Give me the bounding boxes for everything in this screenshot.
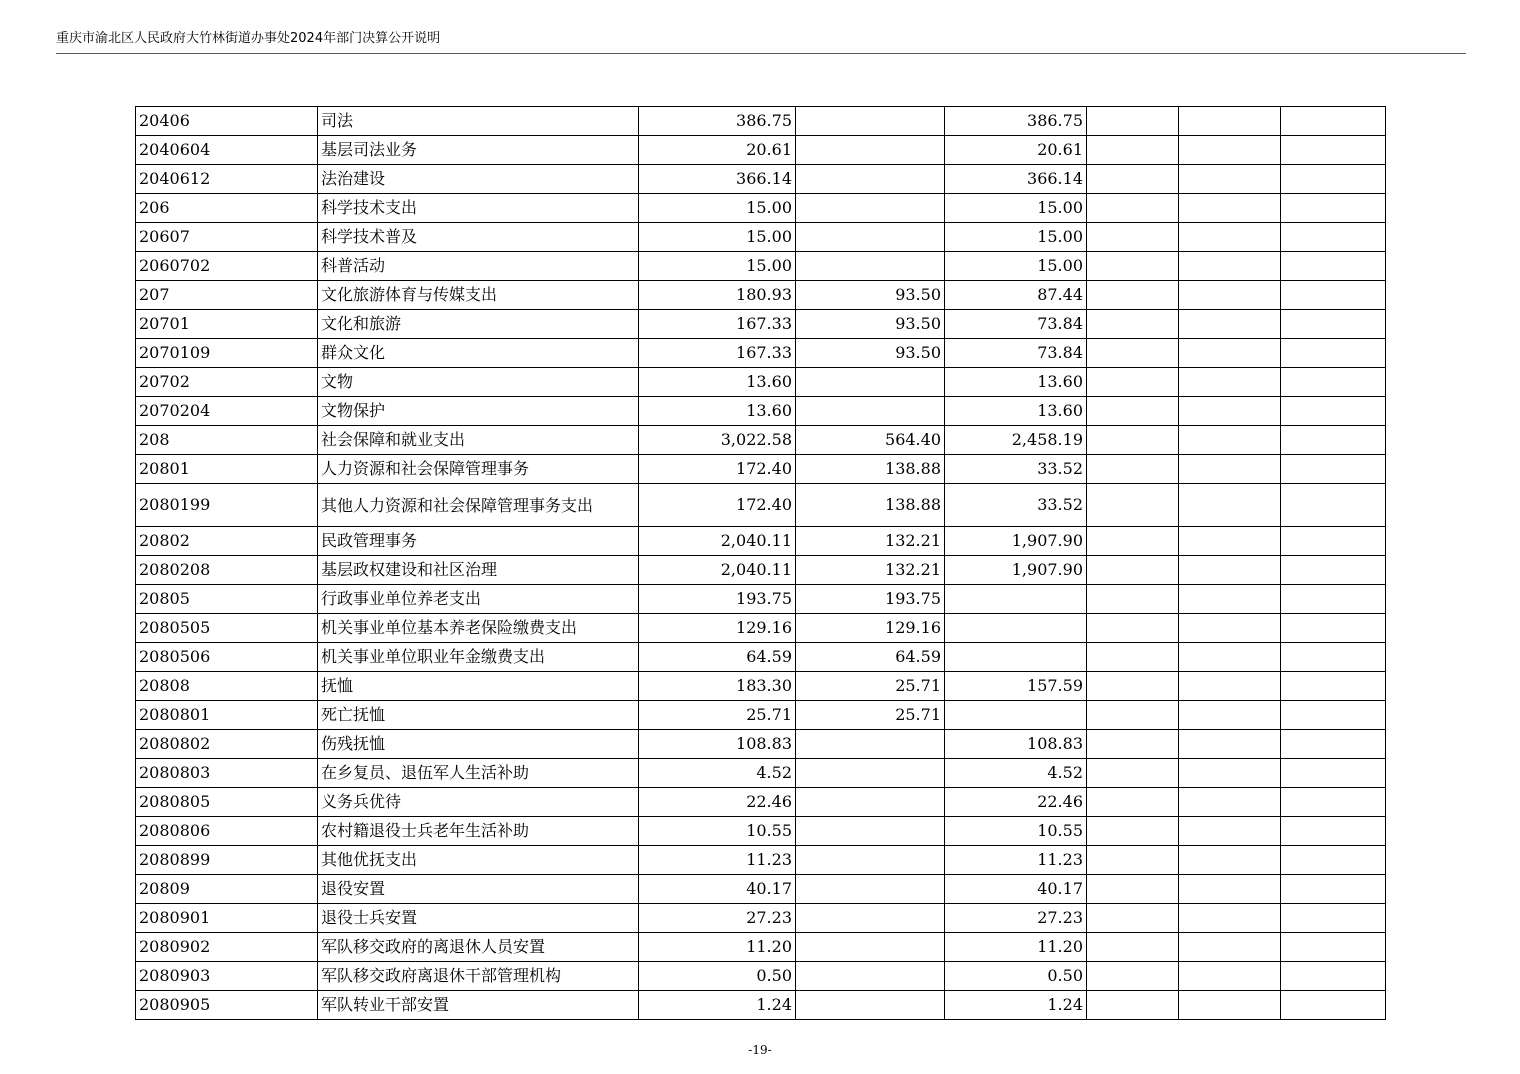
cell-project-expenditure: 1,907.90 — [945, 527, 1087, 556]
cell-project-expenditure: 33.52 — [945, 484, 1087, 527]
cell-empty-col-8 — [1281, 484, 1386, 527]
cell-basic-expenditure: 132.21 — [796, 527, 945, 556]
cell-subject-code: 2080505 — [136, 614, 318, 643]
table-row — [136, 672, 1386, 701]
cell-subject-code: 2070204 — [136, 397, 318, 426]
cell-project-expenditure: 15.00 — [945, 194, 1087, 223]
table-row — [136, 223, 1386, 252]
cell-project-expenditure: 15.00 — [945, 252, 1087, 281]
cell-empty-col-6 — [1087, 136, 1179, 165]
cell-empty-col-7 — [1179, 788, 1281, 817]
cell-basic-expenditure: 129.16 — [796, 614, 945, 643]
cell-project-expenditure: 22.46 — [945, 788, 1087, 817]
cell-project-expenditure: 20.61 — [945, 136, 1087, 165]
cell-subject-name: 群众文化 — [318, 339, 639, 368]
cell-subject-code: 2080802 — [136, 730, 318, 759]
cell-empty-col-7 — [1179, 875, 1281, 904]
cell-project-expenditure: 13.60 — [945, 368, 1087, 397]
cell-empty-col-8 — [1281, 194, 1386, 223]
cell-subject-code: 2080901 — [136, 904, 318, 933]
cell-project-expenditure: 11.23 — [945, 846, 1087, 875]
cell-basic-expenditure: 93.50 — [796, 310, 945, 339]
table-row — [136, 643, 1386, 672]
cell-subject-code: 20701 — [136, 310, 318, 339]
cell-empty-col-6 — [1087, 730, 1179, 759]
cell-project-expenditure: 1.24 — [945, 991, 1087, 1020]
cell-basic-expenditure: 93.50 — [796, 339, 945, 368]
cell-empty-col-7 — [1179, 310, 1281, 339]
cell-empty-col-8 — [1281, 788, 1386, 817]
cell-project-expenditure: 73.84 — [945, 339, 1087, 368]
cell-empty-col-6 — [1087, 759, 1179, 788]
table-row — [136, 556, 1386, 585]
cell-basic-expenditure — [796, 136, 945, 165]
cell-subject-name: 行政事业单位养老支出 — [318, 585, 639, 614]
cell-empty-col-6 — [1087, 556, 1179, 585]
cell-subject-code: 2080806 — [136, 817, 318, 846]
cell-subject-code: 2070109 — [136, 339, 318, 368]
cell-subject-name: 文物 — [318, 368, 639, 397]
cell-subject-name: 法治建设 — [318, 165, 639, 194]
cell-empty-col-8 — [1281, 933, 1386, 962]
cell-subject-name: 退役安置 — [318, 875, 639, 904]
cell-empty-col-6 — [1087, 397, 1179, 426]
cell-empty-col-7 — [1179, 426, 1281, 455]
cell-total: 193.75 — [639, 585, 796, 614]
cell-total: 15.00 — [639, 223, 796, 252]
cell-basic-expenditure: 93.50 — [796, 281, 945, 310]
table-row — [136, 730, 1386, 759]
table-row — [136, 194, 1386, 223]
cell-empty-col-7 — [1179, 484, 1281, 527]
cell-empty-col-6 — [1087, 585, 1179, 614]
cell-total: 15.00 — [639, 194, 796, 223]
cell-subject-code: 20802 — [136, 527, 318, 556]
cell-project-expenditure: 2,458.19 — [945, 426, 1087, 455]
cell-total: 11.23 — [639, 846, 796, 875]
cell-empty-col-6 — [1087, 281, 1179, 310]
cell-empty-col-7 — [1179, 339, 1281, 368]
cell-subject-code: 20805 — [136, 585, 318, 614]
cell-subject-name: 文物保护 — [318, 397, 639, 426]
cell-empty-col-6 — [1087, 165, 1179, 194]
cell-subject-name: 军队转业干部安置 — [318, 991, 639, 1020]
cell-total: 64.59 — [639, 643, 796, 672]
cell-empty-col-8 — [1281, 701, 1386, 730]
cell-basic-expenditure: 138.88 — [796, 484, 945, 527]
cell-empty-col-7 — [1179, 730, 1281, 759]
cell-empty-col-8 — [1281, 759, 1386, 788]
cell-basic-expenditure — [796, 759, 945, 788]
table-row — [136, 165, 1386, 194]
cell-subject-code: 2060702 — [136, 252, 318, 281]
cell-project-expenditure — [945, 585, 1087, 614]
cell-subject-name: 科普活动 — [318, 252, 639, 281]
cell-subject-name: 机关事业单位基本养老保险缴费支出 — [318, 614, 639, 643]
cell-total: 15.00 — [639, 252, 796, 281]
cell-subject-code: 208 — [136, 426, 318, 455]
cell-empty-col-7 — [1179, 527, 1281, 556]
cell-empty-col-7 — [1179, 991, 1281, 1020]
cell-basic-expenditure: 193.75 — [796, 585, 945, 614]
table-row — [136, 281, 1386, 310]
cell-subject-name: 司法 — [318, 107, 639, 136]
table-row — [136, 991, 1386, 1020]
cell-subject-code: 207 — [136, 281, 318, 310]
cell-subject-name: 抚恤 — [318, 672, 639, 701]
cell-subject-code: 2080903 — [136, 962, 318, 991]
table-row — [136, 962, 1386, 991]
cell-empty-col-8 — [1281, 556, 1386, 585]
cell-basic-expenditure — [796, 194, 945, 223]
cell-subject-code: 2040604 — [136, 136, 318, 165]
cell-subject-code: 20801 — [136, 455, 318, 484]
table-row — [136, 933, 1386, 962]
cell-subject-name: 民政管理事务 — [318, 527, 639, 556]
cell-project-expenditure — [945, 701, 1087, 730]
cell-basic-expenditure — [796, 788, 945, 817]
cell-empty-col-8 — [1281, 991, 1386, 1020]
cell-empty-col-7 — [1179, 397, 1281, 426]
cell-basic-expenditure: 138.88 — [796, 455, 945, 484]
cell-total: 2,040.11 — [639, 527, 796, 556]
cell-total: 27.23 — [639, 904, 796, 933]
cell-project-expenditure: 157.59 — [945, 672, 1087, 701]
cell-basic-expenditure — [796, 397, 945, 426]
header-divider — [56, 53, 1466, 54]
cell-empty-col-6 — [1087, 484, 1179, 527]
cell-empty-col-6 — [1087, 252, 1179, 281]
cell-total: 386.75 — [639, 107, 796, 136]
cell-basic-expenditure: 25.71 — [796, 701, 945, 730]
cell-subject-name: 社会保障和就业支出 — [318, 426, 639, 455]
cell-subject-code: 2080199 — [136, 484, 318, 527]
cell-empty-col-7 — [1179, 817, 1281, 846]
cell-empty-col-8 — [1281, 368, 1386, 397]
cell-empty-col-6 — [1087, 701, 1179, 730]
cell-basic-expenditure — [796, 991, 945, 1020]
cell-empty-col-7 — [1179, 107, 1281, 136]
cell-project-expenditure: 11.20 — [945, 933, 1087, 962]
cell-total: 25.71 — [639, 701, 796, 730]
cell-project-expenditure: 10.55 — [945, 817, 1087, 846]
cell-project-expenditure: 27.23 — [945, 904, 1087, 933]
table-row — [136, 875, 1386, 904]
cell-subject-code: 2080899 — [136, 846, 318, 875]
cell-empty-col-8 — [1281, 962, 1386, 991]
cell-empty-col-6 — [1087, 875, 1179, 904]
cell-subject-name: 其他优抚支出 — [318, 846, 639, 875]
cell-total: 172.40 — [639, 455, 796, 484]
cell-empty-col-8 — [1281, 310, 1386, 339]
cell-project-expenditure: 15.00 — [945, 223, 1087, 252]
cell-subject-name: 科学技术支出 — [318, 194, 639, 223]
cell-empty-col-7 — [1179, 194, 1281, 223]
cell-empty-col-6 — [1087, 368, 1179, 397]
cell-project-expenditure: 73.84 — [945, 310, 1087, 339]
cell-empty-col-8 — [1281, 252, 1386, 281]
cell-total: 167.33 — [639, 310, 796, 339]
table-row — [136, 310, 1386, 339]
table-row — [136, 585, 1386, 614]
table-row — [136, 339, 1386, 368]
cell-empty-col-7 — [1179, 904, 1281, 933]
table-row — [136, 527, 1386, 556]
cell-empty-col-6 — [1087, 846, 1179, 875]
cell-empty-col-6 — [1087, 339, 1179, 368]
cell-empty-col-7 — [1179, 281, 1281, 310]
cell-project-expenditure: 386.75 — [945, 107, 1087, 136]
cell-empty-col-7 — [1179, 962, 1281, 991]
cell-empty-col-6 — [1087, 614, 1179, 643]
cell-subject-code: 2080902 — [136, 933, 318, 962]
cell-basic-expenditure — [796, 933, 945, 962]
cell-subject-code: 20406 — [136, 107, 318, 136]
cell-empty-col-7 — [1179, 136, 1281, 165]
cell-empty-col-7 — [1179, 223, 1281, 252]
cell-subject-code: 20809 — [136, 875, 318, 904]
cell-basic-expenditure — [796, 962, 945, 991]
cell-total: 1.24 — [639, 991, 796, 1020]
cell-subject-name: 伤残抚恤 — [318, 730, 639, 759]
cell-subject-name: 其他人力资源和社会保障管理事务支出 — [318, 484, 639, 527]
table-row — [136, 904, 1386, 933]
cell-empty-col-7 — [1179, 846, 1281, 875]
cell-empty-col-8 — [1281, 223, 1386, 252]
cell-project-expenditure: 40.17 — [945, 875, 1087, 904]
cell-empty-col-7 — [1179, 455, 1281, 484]
cell-subject-name: 义务兵优待 — [318, 788, 639, 817]
cell-empty-col-7 — [1179, 368, 1281, 397]
cell-empty-col-6 — [1087, 426, 1179, 455]
cell-empty-col-7 — [1179, 614, 1281, 643]
cell-project-expenditure — [945, 643, 1087, 672]
cell-empty-col-8 — [1281, 730, 1386, 759]
cell-empty-col-8 — [1281, 614, 1386, 643]
cell-empty-col-8 — [1281, 397, 1386, 426]
cell-project-expenditure: 0.50 — [945, 962, 1087, 991]
cell-project-expenditure: 4.52 — [945, 759, 1087, 788]
table-row — [136, 614, 1386, 643]
table-row — [136, 788, 1386, 817]
cell-empty-col-6 — [1087, 817, 1179, 846]
cell-empty-col-8 — [1281, 846, 1386, 875]
cell-subject-name: 军队移交政府离退休干部管理机构 — [318, 962, 639, 991]
table-row — [136, 107, 1386, 136]
cell-empty-col-6 — [1087, 643, 1179, 672]
expenditure-table — [135, 106, 1386, 1020]
cell-subject-code: 206 — [136, 194, 318, 223]
cell-empty-col-8 — [1281, 165, 1386, 194]
cell-total: 4.52 — [639, 759, 796, 788]
cell-empty-col-6 — [1087, 455, 1179, 484]
cell-empty-col-8 — [1281, 527, 1386, 556]
cell-empty-col-6 — [1087, 194, 1179, 223]
cell-project-expenditure: 366.14 — [945, 165, 1087, 194]
cell-total: 2,040.11 — [639, 556, 796, 585]
cell-basic-expenditure — [796, 904, 945, 933]
cell-total: 13.60 — [639, 397, 796, 426]
cell-empty-col-8 — [1281, 455, 1386, 484]
cell-basic-expenditure — [796, 107, 945, 136]
cell-empty-col-8 — [1281, 672, 1386, 701]
cell-total: 20.61 — [639, 136, 796, 165]
cell-subject-code: 20607 — [136, 223, 318, 252]
table-row — [136, 252, 1386, 281]
cell-basic-expenditure: 64.59 — [796, 643, 945, 672]
table-row — [136, 397, 1386, 426]
table-row — [136, 426, 1386, 455]
table-row — [136, 455, 1386, 484]
page-header-title: 重庆市渝北区人民政府大竹林街道办事处2024年部门决算公开说明 — [56, 31, 441, 46]
cell-total: 180.93 — [639, 281, 796, 310]
cell-empty-col-7 — [1179, 672, 1281, 701]
cell-empty-col-8 — [1281, 426, 1386, 455]
cell-empty-col-7 — [1179, 556, 1281, 585]
cell-total: 129.16 — [639, 614, 796, 643]
cell-subject-name: 文化旅游体育与传媒支出 — [318, 281, 639, 310]
table-body — [136, 107, 1386, 1020]
cell-total: 172.40 — [639, 484, 796, 527]
cell-basic-expenditure — [796, 730, 945, 759]
cell-subject-name: 文化和旅游 — [318, 310, 639, 339]
cell-empty-col-6 — [1087, 672, 1179, 701]
cell-total: 3,022.58 — [639, 426, 796, 455]
cell-project-expenditure: 13.60 — [945, 397, 1087, 426]
cell-empty-col-6 — [1087, 527, 1179, 556]
cell-empty-col-6 — [1087, 223, 1179, 252]
cell-total: 11.20 — [639, 933, 796, 962]
table-row — [136, 846, 1386, 875]
cell-subject-code: 20808 — [136, 672, 318, 701]
page-number: -19- — [748, 1043, 772, 1057]
cell-basic-expenditure — [796, 223, 945, 252]
cell-subject-name: 科学技术普及 — [318, 223, 639, 252]
cell-total: 167.33 — [639, 339, 796, 368]
cell-subject-name: 军队移交政府的离退休人员安置 — [318, 933, 639, 962]
cell-empty-col-7 — [1179, 701, 1281, 730]
cell-subject-code: 20702 — [136, 368, 318, 397]
cell-subject-code: 2080905 — [136, 991, 318, 1020]
cell-empty-col-6 — [1087, 788, 1179, 817]
table-row — [136, 368, 1386, 397]
cell-empty-col-6 — [1087, 310, 1179, 339]
cell-total: 22.46 — [639, 788, 796, 817]
table-row — [136, 136, 1386, 165]
cell-total: 0.50 — [639, 962, 796, 991]
cell-basic-expenditure: 564.40 — [796, 426, 945, 455]
cell-basic-expenditure — [796, 875, 945, 904]
cell-basic-expenditure — [796, 846, 945, 875]
cell-basic-expenditure: 25.71 — [796, 672, 945, 701]
cell-empty-col-6 — [1087, 933, 1179, 962]
cell-total: 40.17 — [639, 875, 796, 904]
cell-total: 183.30 — [639, 672, 796, 701]
cell-subject-code: 2040612 — [136, 165, 318, 194]
cell-subject-name: 机关事业单位职业年金缴费支出 — [318, 643, 639, 672]
cell-subject-name: 基层司法业务 — [318, 136, 639, 165]
cell-empty-col-7 — [1179, 165, 1281, 194]
table-row — [136, 817, 1386, 846]
cell-total: 366.14 — [639, 165, 796, 194]
cell-empty-col-6 — [1087, 107, 1179, 136]
cell-subject-code: 2080208 — [136, 556, 318, 585]
cell-empty-col-8 — [1281, 107, 1386, 136]
cell-subject-code: 2080801 — [136, 701, 318, 730]
cell-empty-col-8 — [1281, 281, 1386, 310]
cell-empty-col-6 — [1087, 991, 1179, 1020]
cell-basic-expenditure — [796, 252, 945, 281]
cell-project-expenditure: 1,907.90 — [945, 556, 1087, 585]
cell-subject-code: 2080803 — [136, 759, 318, 788]
cell-total: 108.83 — [639, 730, 796, 759]
cell-empty-col-8 — [1281, 136, 1386, 165]
cell-total: 13.60 — [639, 368, 796, 397]
cell-empty-col-8 — [1281, 817, 1386, 846]
cell-empty-col-8 — [1281, 585, 1386, 614]
cell-subject-name: 退役士兵安置 — [318, 904, 639, 933]
cell-empty-col-8 — [1281, 875, 1386, 904]
cell-subject-name: 死亡抚恤 — [318, 701, 639, 730]
cell-basic-expenditure — [796, 165, 945, 194]
table-row — [136, 759, 1386, 788]
cell-basic-expenditure — [796, 368, 945, 397]
cell-project-expenditure: 33.52 — [945, 455, 1087, 484]
table-row — [136, 701, 1386, 730]
cell-empty-col-8 — [1281, 643, 1386, 672]
cell-empty-col-8 — [1281, 339, 1386, 368]
cell-basic-expenditure: 132.21 — [796, 556, 945, 585]
cell-empty-col-7 — [1179, 933, 1281, 962]
cell-empty-col-7 — [1179, 585, 1281, 614]
cell-empty-col-7 — [1179, 643, 1281, 672]
cell-empty-col-6 — [1087, 962, 1179, 991]
cell-project-expenditure: 87.44 — [945, 281, 1087, 310]
cell-subject-code: 2080805 — [136, 788, 318, 817]
cell-subject-name: 基层政权建设和社区治理 — [318, 556, 639, 585]
cell-subject-name: 在乡复员、退伍军人生活补助 — [318, 759, 639, 788]
table-row — [136, 484, 1386, 527]
cell-empty-col-8 — [1281, 904, 1386, 933]
cell-empty-col-6 — [1087, 904, 1179, 933]
cell-empty-col-7 — [1179, 252, 1281, 281]
cell-subject-name: 农村籍退役士兵老年生活补助 — [318, 817, 639, 846]
cell-basic-expenditure — [796, 817, 945, 846]
cell-subject-name: 人力资源和社会保障管理事务 — [318, 455, 639, 484]
cell-project-expenditure: 108.83 — [945, 730, 1087, 759]
cell-project-expenditure — [945, 614, 1087, 643]
cell-subject-code: 2080506 — [136, 643, 318, 672]
cell-empty-col-7 — [1179, 759, 1281, 788]
cell-total: 10.55 — [639, 817, 796, 846]
